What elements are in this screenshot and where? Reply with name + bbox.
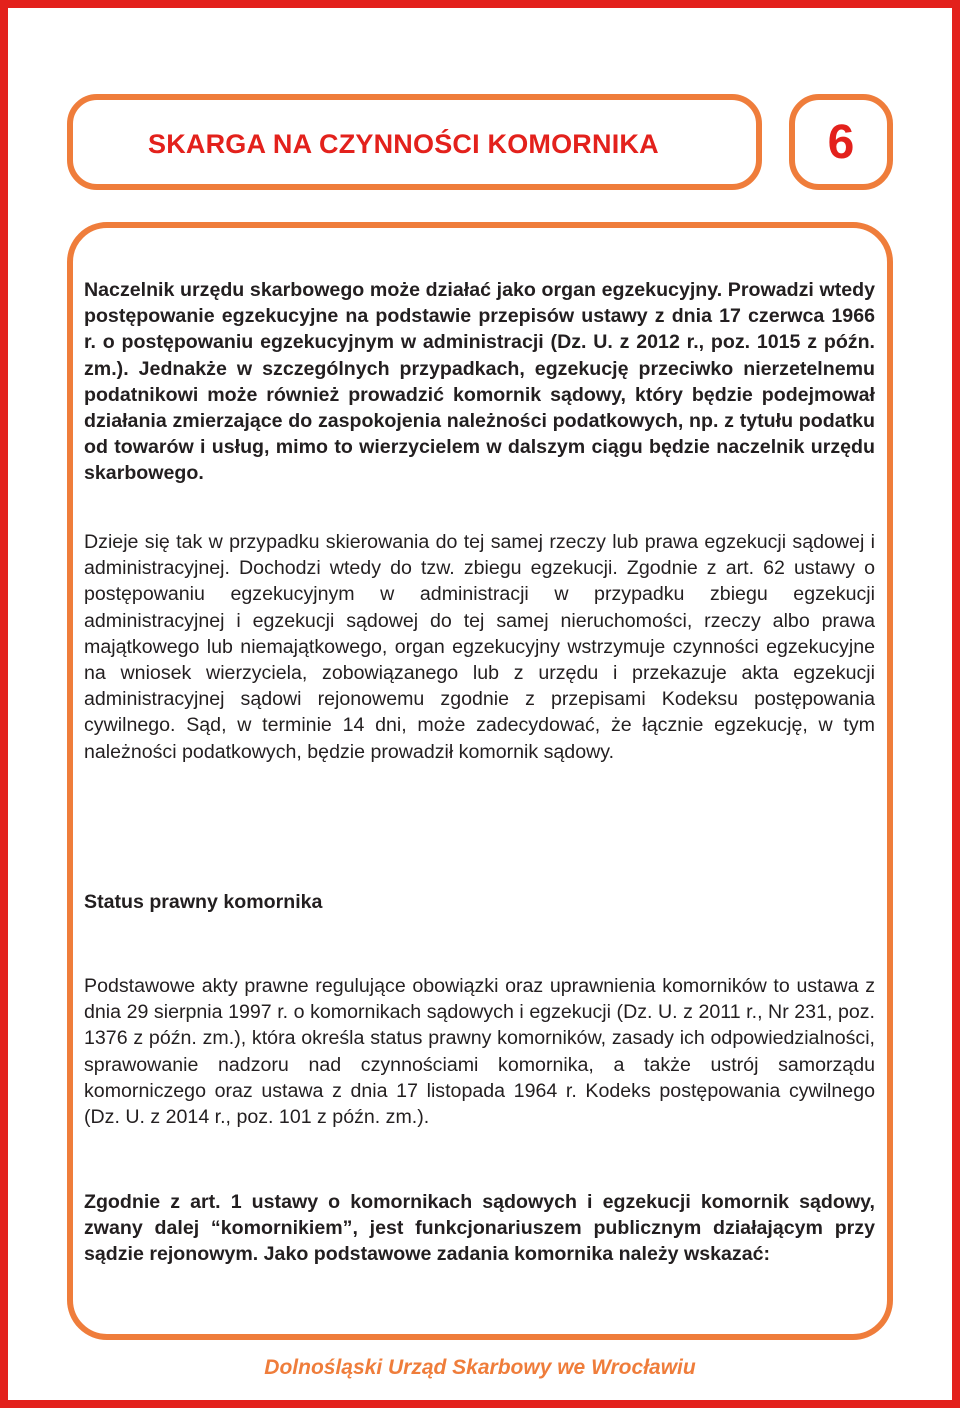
page-title: SKARGA NA CZYNNOŚCI KOMORNIKA bbox=[148, 129, 659, 159]
execution-paragraph: Dzieje się tak w przypadku skierowania do tej samej rzeczy lub prawa egzekucji sądowej i administracyjnej. Dochodzi wtedy do tzw. zbiegu egzekucji. Zgodnie z art. 62 ustawy o postępowaniu egzekucyjnym w administracji w przypadku zbiegu egzekucji administracyjnej i egzekucji sądowej do tej samej nieruchomości, rzeczy albo prawa majątkowego lub niemajątkowego, organ egzekucyjny wstrzymuje czynności egzekucyjne na wniosek wierzyciela, zobowiązanego lub z urzędu i przekazuje akta egzekucji administracyjnej sądowi rejonowemu zgodnie z przepisami Kodeksu postępowania cywilnego. Sąd, w terminie 14 dni, może zadecydować, że łącznie egzekucję, w tym należności podatkowych, będzie prowadził komornik sądowy. bbox=[84, 531, 875, 763]
bailiff-definition-paragraph: Zgodnie z art. 1 ustawy o komornikach sądowych i egzekucji komornik sądowy, zwany dalej “komornikiem”, jest funkcjonariuszem publicznym działającym przy sądzie rejonowym. Jako podstawowe zadania komornika należy wskazać: bbox=[84, 1191, 875, 1266]
legal-basis-paragraph: Podstawowe akty prawne regulujące obowiązki oraz uprawnienia komorników to ustawa z dnia 29 sierpnia 1997 r. o komornikach sądowych i egzekucji (Dz. U. z 2011 r., Nr 231, poz. 1376 z późn. zm.), która określa status prawny komorników, zasady ich odpowiedzialności, sprawowanie nadzoru nad czynnościami komornika, a także ustrój samorządu komorniczego oraz ustawa z dnia 17 listopada 1964 r. Kodeks postępowania cywilnego (Dz. U. z 2014 r., poz. 101 z późn. zm.). bbox=[84, 975, 875, 1129]
title-box bbox=[67, 94, 762, 190]
footer-office-name: Dolnośląski Urząd Skarbowy we Wrocławiu bbox=[264, 1356, 696, 1379]
chapter-number-box bbox=[789, 94, 893, 190]
section-heading: Status prawny komornika bbox=[84, 891, 323, 913]
intro-paragraph: Naczelnik urzędu skarbowego może działać jako organ egzekucyjny. Prowadzi wtedy postępowanie egzekucyjne na podstawie przepisów ustawy z dnia 17 czerwca 1966 r. o postępowaniu egzekucyjnym w administracji (Dz. U. z 2012 r., poz. 1015 z późn. zm.). Jednakże w szczególnych przypadkach, egzekucję przeciwko nierzetelnemu podatnikowi może również prowadzić komornik sądowy, który będzie podejmował działania zmierzające do zaspokojenia należności podatkowych, np. z tytułu podatku od towarów i usług, mimo to wierzycielem w dalszym ciągu będzie naczelnik urzędu skarbowego. bbox=[84, 279, 875, 485]
chapter-number: 6 bbox=[827, 115, 855, 169]
